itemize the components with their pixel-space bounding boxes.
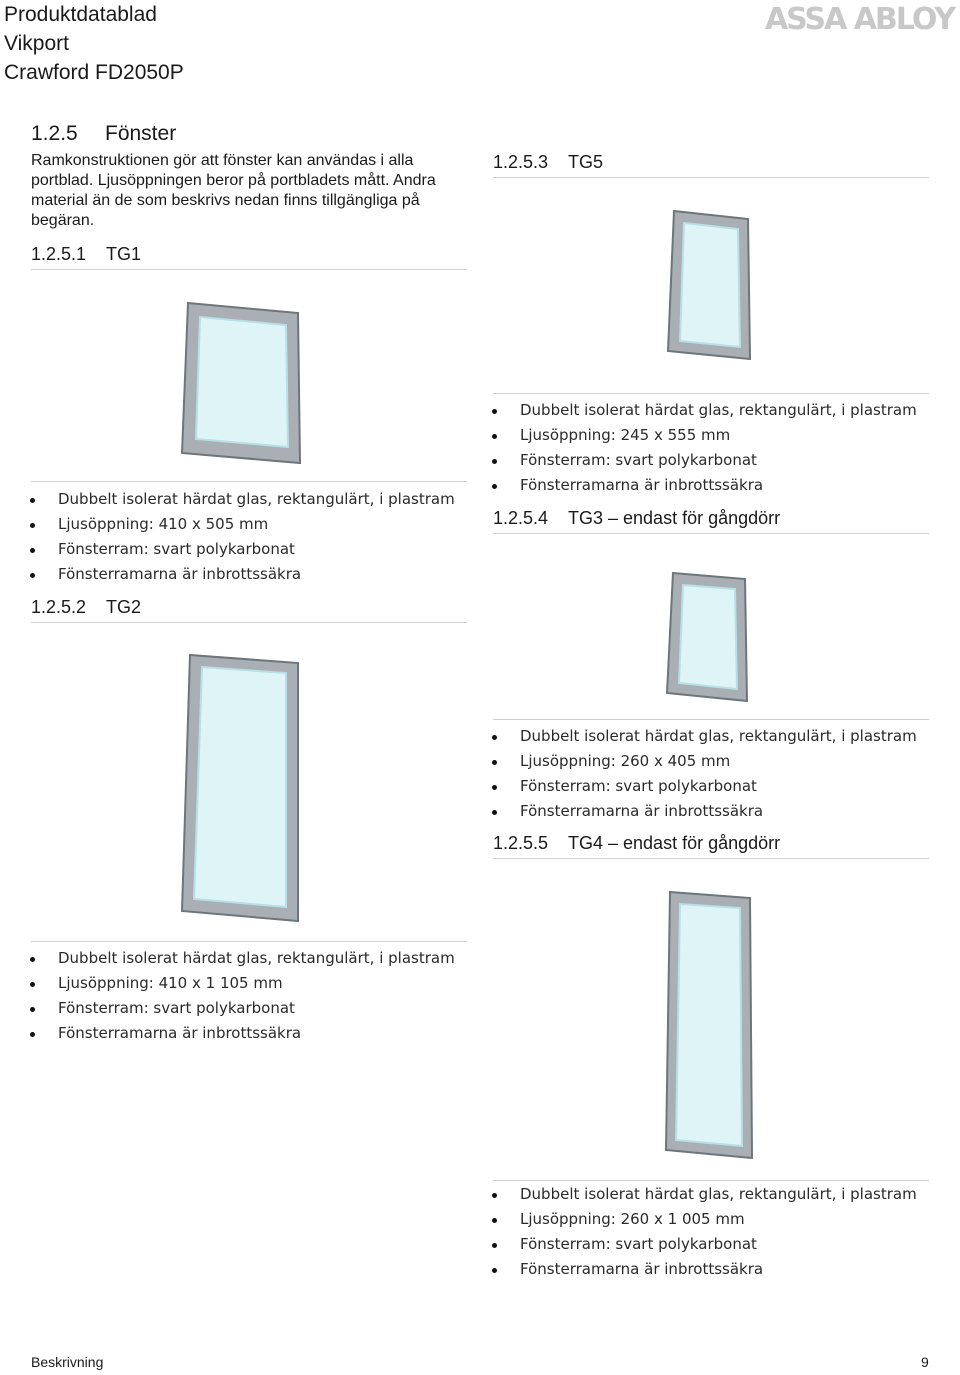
tg1-spec-list bbox=[27, 487, 455, 587]
subsection-number: 1.2.5.4 bbox=[493, 508, 549, 528]
divider bbox=[493, 719, 929, 720]
divider bbox=[493, 393, 929, 394]
window-glass bbox=[196, 317, 288, 447]
spec-item: Fönsterram: svart polykarbonat bbox=[489, 448, 917, 473]
subsection-tg2-heading bbox=[31, 596, 467, 623]
section-intro: Ramkonstruktionen gör att fönster kan användas i alla portblad. Ljusöppningen beror på portbladets mått. Andra material än de som beskrivs nedan finns tillgängliga på begäran. bbox=[31, 152, 436, 229]
subsection-tg4-heading bbox=[493, 832, 929, 859]
spec-item: Dubbelt isolerat härdat glas, rektangulärt, i plastram bbox=[489, 1182, 917, 1207]
divider bbox=[31, 941, 467, 942]
spec-item: Fönsterram: svart polykarbonat bbox=[489, 1232, 917, 1257]
spec-item: Dubbelt isolerat härdat glas, rektangulärt, i plastram bbox=[489, 724, 917, 749]
spec-item: Fönsterramarna är inbrottssäkra bbox=[489, 799, 917, 824]
tg3-window-illustration bbox=[667, 573, 751, 703]
subsection-tg3-heading bbox=[493, 507, 929, 534]
subsection-tg1-heading bbox=[31, 243, 467, 270]
spec-item: Fönsterram: svart polykarbonat bbox=[27, 996, 455, 1021]
subsection-number: 1.2.5.1 bbox=[31, 244, 87, 264]
tg5-spec-list bbox=[489, 398, 917, 498]
spec-item: Dubbelt isolerat härdat glas, rektangulärt, i plastram bbox=[489, 398, 917, 423]
spec-item: Ljusöppning: 260 x 405 mm bbox=[489, 749, 917, 774]
spec-item: Ljusöppning: 410 x 1 105 mm bbox=[27, 971, 455, 996]
tg2-window-illustration bbox=[180, 655, 305, 925]
tg3-spec-list bbox=[489, 724, 917, 824]
section-title bbox=[31, 122, 176, 146]
window-glass bbox=[680, 223, 740, 347]
assa-abloy-logo: ASSA ABLOY bbox=[764, 2, 954, 37]
subsection-tg5-heading bbox=[493, 151, 929, 178]
spec-item: Ljusöppning: 260 x 1 005 mm bbox=[489, 1207, 917, 1232]
tg1-window-illustration bbox=[180, 303, 305, 468]
spec-item: Dubbelt isolerat härdat glas, rektangulärt, i plastram bbox=[27, 487, 455, 512]
window-glass bbox=[676, 904, 742, 1146]
product-name: Crawford FD2050P bbox=[4, 61, 184, 84]
spec-item: Fönsterram: svart polykarbonat bbox=[489, 774, 917, 799]
tg5-window-illustration bbox=[668, 211, 754, 361]
spec-item: Ljusöppning: 245 x 555 mm bbox=[489, 423, 917, 448]
window-glass bbox=[679, 585, 737, 689]
spec-item: Fönsterramarna är inbrottssäkra bbox=[489, 1257, 917, 1282]
spec-item: Fönsterramarna är inbrottssäkra bbox=[27, 562, 455, 587]
tg4-spec-list bbox=[489, 1182, 917, 1282]
spec-item: Ljusöppning: 410 x 505 mm bbox=[27, 512, 455, 537]
product-category: Vikport bbox=[4, 32, 69, 55]
spec-item: Dubbelt isolerat härdat glas, rektangulärt, i plastram bbox=[27, 946, 455, 971]
spec-item: Fönsterramarna är inbrottssäkra bbox=[27, 1021, 455, 1046]
subsection-title: TG3 – endast för gångdörr bbox=[568, 508, 781, 528]
subsection-title: TG5 bbox=[568, 152, 604, 172]
tg4-window-illustration bbox=[666, 892, 756, 1162]
tg2-spec-list bbox=[27, 946, 455, 1046]
subsection-number: 1.2.5.3 bbox=[493, 152, 549, 172]
section-title-text: Fönster bbox=[105, 122, 177, 145]
subsection-title: TG4 – endast för gångdörr bbox=[568, 833, 781, 853]
doc-type: Produktdatablad bbox=[4, 3, 157, 26]
subsection-title: TG2 bbox=[106, 597, 142, 617]
subsection-number: 1.2.5.2 bbox=[31, 597, 87, 617]
footer-label: Beskrivning bbox=[31, 1354, 104, 1370]
section-number: 1.2.5 bbox=[31, 122, 78, 145]
page-number: 9 bbox=[921, 1354, 929, 1370]
subsection-title: TG1 bbox=[106, 244, 142, 264]
divider bbox=[493, 1180, 929, 1181]
document-header bbox=[4, 0, 184, 87]
subsection-number: 1.2.5.5 bbox=[493, 833, 549, 853]
window-glass bbox=[194, 667, 286, 907]
divider bbox=[31, 481, 467, 482]
spec-item: Fönsterram: svart polykarbonat bbox=[27, 537, 455, 562]
spec-item: Fönsterramarna är inbrottssäkra bbox=[489, 473, 917, 498]
